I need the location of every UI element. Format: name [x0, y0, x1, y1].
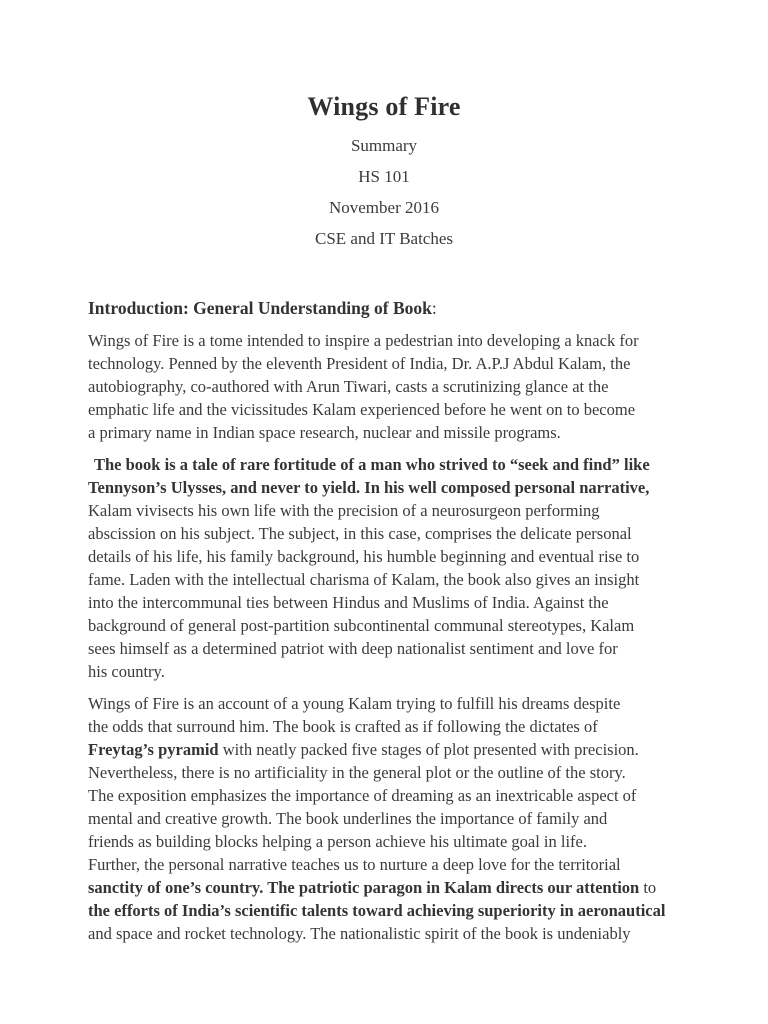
text-line — [88, 784, 680, 807]
text-line — [88, 591, 680, 614]
text-line — [88, 329, 680, 352]
title-block — [88, 130, 680, 254]
text-run: details of his life, his family background, his humble beginning and eventual rise to — [88, 547, 640, 566]
text-line — [88, 853, 680, 876]
text-line — [88, 499, 680, 522]
text-line — [88, 922, 680, 945]
text-run: the efforts of India’s scientific talents toward achieving superiority in aeronautical — [88, 901, 666, 920]
text-run: to — [639, 878, 657, 897]
text-line — [88, 761, 680, 784]
text-run: sees himself as a determined patriot with deep nationalist sentiment and love for — [88, 639, 618, 658]
text-line — [88, 568, 680, 591]
text-line — [88, 614, 680, 637]
text-run: Introduction: General Understanding of Book — [88, 298, 432, 318]
text-run: Freytag’s pyramid — [88, 740, 219, 759]
subtitle-date: November 2016 — [328, 198, 439, 217]
text-run: sanctity of one’s country. The patriotic paragon in Kalam directs our attention — [88, 878, 640, 897]
text-run: fame. Laden with the intellectual charisma of Kalam, the book also gives an insight — [88, 570, 640, 589]
text-line — [88, 453, 680, 476]
text-line — [88, 522, 680, 545]
text-line — [88, 545, 680, 568]
text-line — [88, 637, 680, 660]
text-run: The book is a tale of rare fortitude of a man who strived to “seek and find” like — [94, 455, 650, 474]
text-line — [88, 421, 680, 444]
text-run: into the intercommunal ties between Hindus and Muslims of India. Against the — [88, 593, 609, 612]
paragraph-2 — [88, 453, 680, 683]
text-line — [88, 715, 680, 738]
document-title: Wings of Fire — [307, 92, 461, 121]
text-run: a primary name in Indian space research, nuclear and missile programs. — [88, 423, 561, 442]
text-line — [88, 476, 680, 499]
text-run: Nevertheless, there is no artificiality in the general plot or the outline of the story. — [88, 763, 626, 782]
section-heading — [88, 296, 680, 320]
subtitle-summary: Summary — [350, 136, 418, 155]
text-run: Wings of Fire is an account of a young Kalam trying to fulfill his dreams despite — [88, 694, 621, 713]
text-run: Kalam vivisects his own life with the precision of a neurosurgeon performing — [88, 501, 600, 520]
text-run: Wings of Fire is a tome intended to inspire a pedestrian into developing a knack for — [88, 331, 639, 350]
text-line — [88, 738, 680, 761]
subtitle-batches: CSE and IT Batches — [314, 229, 454, 248]
text-line — [88, 807, 680, 830]
text-run: technology. Penned by the eleventh President of India, Dr. A.P.J Abdul Kalam, the — [88, 354, 631, 373]
text-run: background of general post-partition subcontinental communal stereotypes, Kalam — [88, 616, 635, 635]
text-run: and space and rocket technology. The nationalistic spirit of the book is undeniably — [88, 924, 631, 943]
text-run: emphatic life and the vicissitudes Kalam experienced before he went on to become — [88, 400, 636, 419]
subtitle-course: HS 101 — [358, 167, 410, 186]
text-run: Further, the personal narrative teaches us to nurture a deep love for the territorial — [88, 855, 621, 874]
text-run: the odds that surround him. The book is crafted as if following the dictates of — [88, 717, 598, 736]
text-run: autobiography, co-authored with Arun Tiwari, casts a scrutinizing glance at the — [88, 377, 609, 396]
text-line — [88, 352, 680, 375]
paragraph-3 — [88, 692, 680, 945]
text-run: abscission on his subject. The subject, in this case, comprises the delicate personal — [88, 524, 632, 543]
text-run: friends as building blocks helping a person achieve his ultimate goal in life. — [88, 832, 588, 851]
text-run: Tennyson’s Ulysses, and never to yield. In his well composed personal narrative, — [88, 478, 650, 497]
text-line — [88, 692, 680, 715]
text-line — [88, 660, 680, 683]
paragraph-1 — [88, 329, 680, 444]
text-line — [88, 830, 680, 853]
text-run: his country. — [88, 662, 165, 681]
text-line — [88, 398, 680, 421]
text-run: with neatly packed five stages of plot presented with precision. — [218, 740, 639, 759]
text-line — [88, 876, 680, 899]
text-run: The exposition emphasizes the importance of dreaming as an inextricable aspect of — [88, 786, 637, 805]
text-run: mental and creative growth. The book underlines the importance of family and — [88, 809, 608, 828]
text-run: : — [431, 298, 437, 318]
text-line — [88, 375, 680, 398]
text-line — [88, 899, 680, 922]
